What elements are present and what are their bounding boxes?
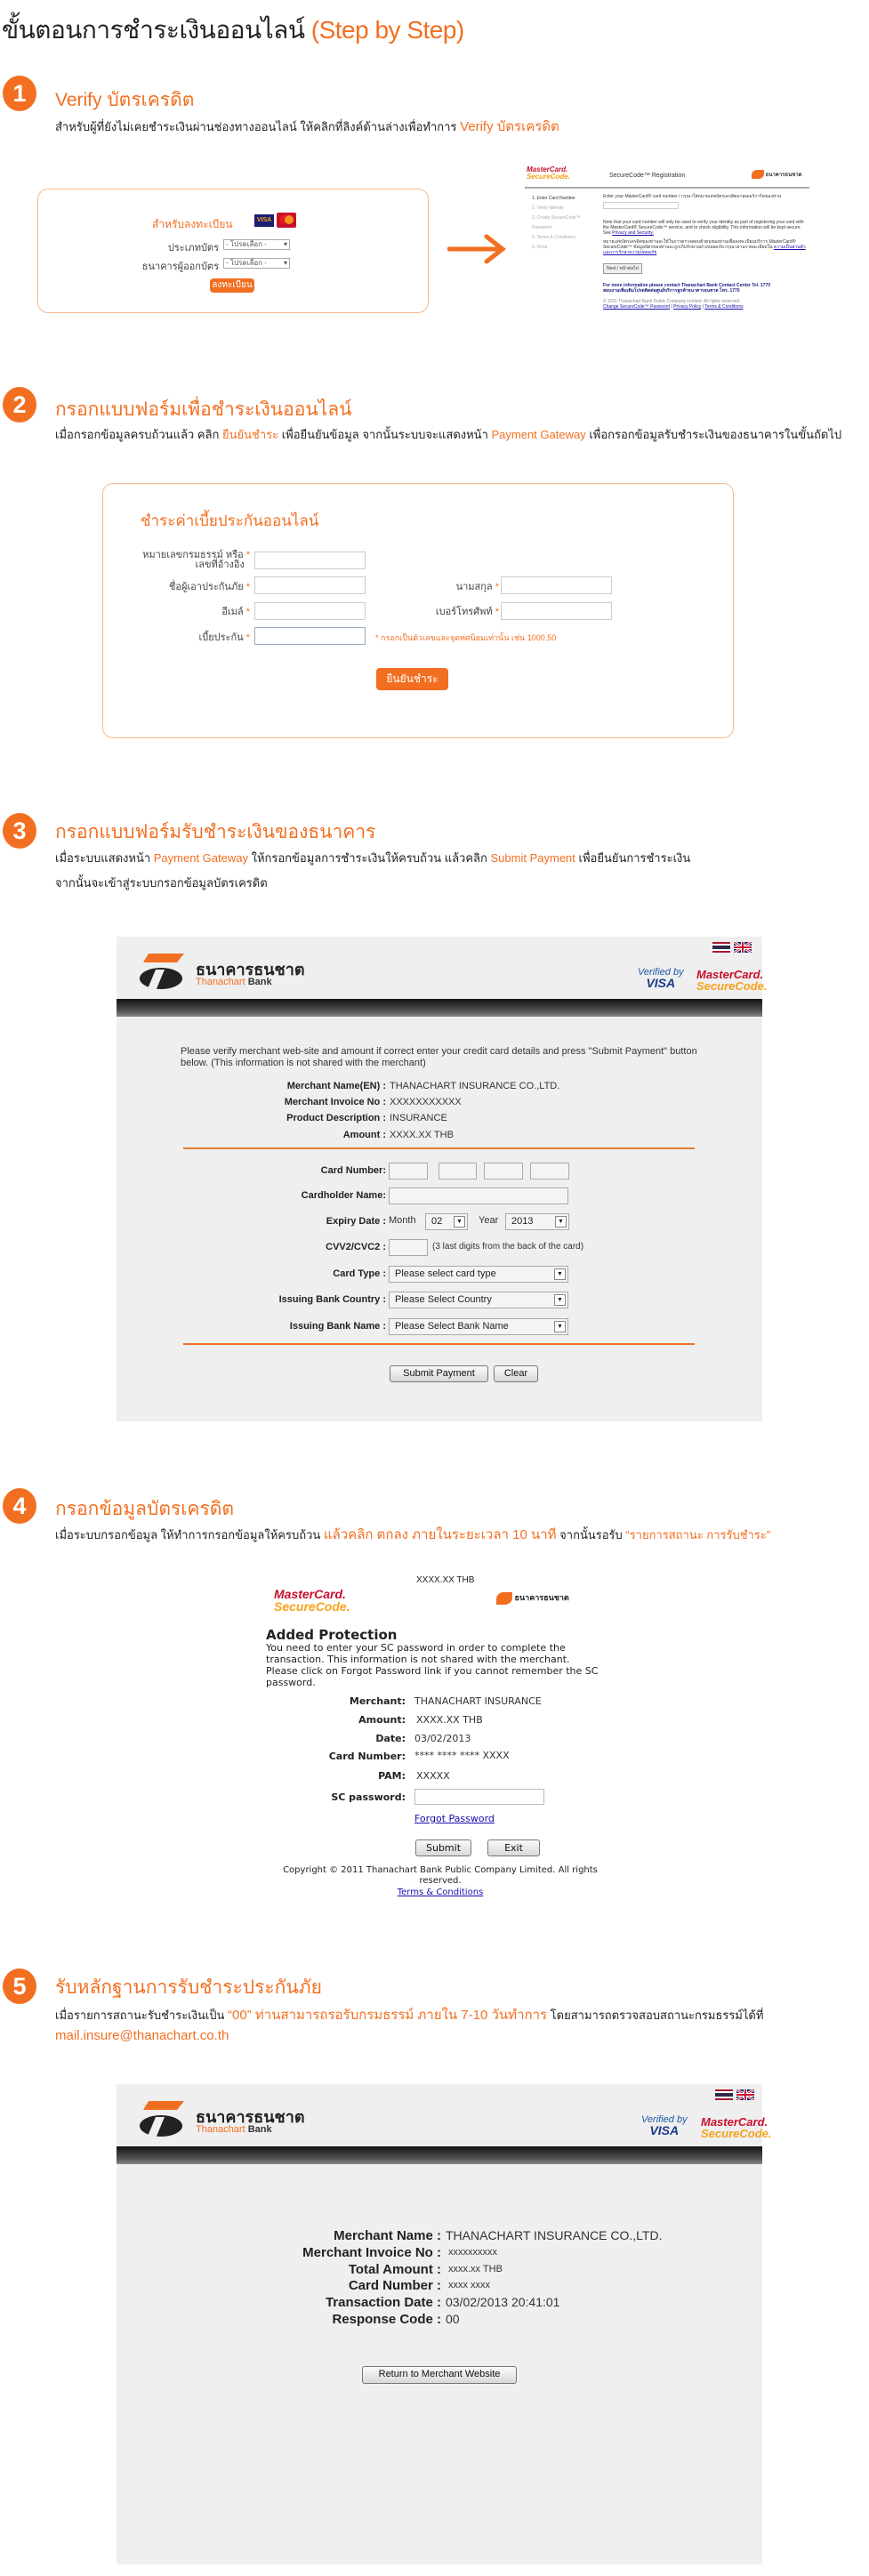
merchant-name-value: THANACHART INSURANCE CO.,LTD. (446, 2228, 663, 2242)
bank-name: ธนาคารธนชาต (514, 1593, 569, 1602)
label-text: เบี้ยประกัน (198, 632, 244, 643)
step-4-desc (55, 1524, 770, 1545)
cvv-input[interactable] (389, 1239, 428, 1256)
amount-value: XXXX.XX THB (390, 1130, 454, 1140)
bank-name-en-black: Bank (247, 2124, 272, 2135)
label-line: เลขที่อ้างอิง (195, 559, 245, 570)
card-number-value: **** **** **** XXXX (414, 1750, 510, 1761)
issuing-country-select[interactable] (389, 1292, 568, 1308)
mastercard-securecode-logo (696, 969, 767, 992)
card-number-value: xxxx xxxx (448, 2280, 491, 2290)
email-label (121, 603, 250, 619)
bank-name-thai: ธนาคารธนชาต (196, 961, 305, 978)
mastercard-text: MasterCard. (696, 968, 764, 981)
card-type-select[interactable] (389, 1266, 568, 1283)
return-to-merchant-button[interactable]: Return to Merchant Website (362, 2366, 517, 2384)
desc-text: เมื่อรายการสถานะรับชำระเงินเป็น (55, 2008, 229, 2022)
securecode-registration-screenshot (525, 165, 814, 326)
chevron-down-icon: ▼ (554, 1321, 566, 1332)
thai-flag-icon[interactable] (712, 942, 730, 953)
step-5-desc (55, 2004, 763, 2025)
verified-by-visa-logo (638, 967, 684, 989)
step-1-badge: 1 (3, 76, 36, 111)
step-2-title: กรอกแบบฟอร์มเพื่อชำระเงินออนไลน์ (55, 399, 352, 420)
issuing-bank-select[interactable] (389, 1318, 568, 1335)
cvv-label: CVV2/CVC2 : (326, 1242, 386, 1252)
desc-text: เมื่อระบบกรอกข้อมูล ให้ทำการกรอกข้อมูลให้ครบถ้วน (55, 1528, 324, 1542)
step-1-title: Verify บัตรเครดิต (55, 90, 195, 110)
page-title (2, 11, 464, 50)
year-label: Year (479, 1215, 499, 1226)
contact-email-link[interactable]: mail.insure@thanachart.co.th (55, 2028, 229, 2043)
response-code-value: 00 (446, 2312, 460, 2326)
required-mark: * (495, 607, 499, 617)
merchant-name-label: Merchant Name : (334, 2228, 441, 2243)
header-bar (117, 2146, 762, 2164)
date-value: 03/02/2013 (414, 1733, 471, 1744)
mastercard-text: MasterCard. (527, 165, 568, 173)
card-number-label: Card Number: (328, 1751, 406, 1762)
registration-content: Enter your MasterCard® card number / กรุณาใส่หมายเลขบัตรเครดิตมาสเตอร์การ์ดของท่าน Note that your card number will only be used to verify your identity as part of registering your card with the MasterCard® SecureCode™ service, and to check eligibility. This information will be kept secure. See Privacy and Security. หมายเลขบัตรเครดิตของท่านจะใช้ในการตรวจสอบตัวตนของท่านเพื่อลงทะเบียนบริการ MasterCard® SecureCode™ ข้อมูลบัตรของท่านจะถูกเก็บรักษาอย่างปลอดภัย กรุณาอ่านรายละเอียดใน ความเป็นส่วนตัว และการรักษาความปลอดภัย Next / หน้าต่อไป For more information please contact Thanachart Bank Contact Center Tel. 1770 สอบถามเพิ่มเติมโปรดติดต่อศูนย์บริการลูกค้าธนาคารธนชาต โทร. 1770 © 2011 Thanachart Bank Public Company Limited. All rights reserved. Change SecureCode™ Password | Privacy Policy | Terms & Conditions (603, 194, 808, 310)
step-5-badge: 5 (3, 1968, 36, 2004)
required-mark: * (245, 582, 250, 592)
securecode-text: SecureCode. (274, 1599, 350, 1614)
card-type-select[interactable] (223, 239, 290, 250)
policy-number-label (121, 551, 250, 570)
total-amount-label: Total Amount : (348, 2262, 441, 2277)
payment-gateway-panel (117, 937, 768, 1421)
amount-label: Amount : (342, 1130, 386, 1140)
chevron-down-icon: ▼ (554, 1294, 566, 1306)
step-3-title: กรอกแบบฟอร์มรับชำระเงินของธนาคาร (55, 822, 376, 842)
step-3-desc (55, 849, 690, 867)
bank-logo-small (752, 170, 802, 179)
thanachart-logo-icon (496, 1592, 512, 1605)
registration-thai-note: หมายเลขบัตรเครดิตของท่านจะใช้ในการตรวจสอบตัวตนของท่านเพื่อลงทะเบียนบริการ MasterCard® SecureCode™ ข้อมูลบัตรของท่านจะถูกเก็บรักษาอย่างปลอดภัย กรุณาอ่านรายละเอียดใน (603, 239, 796, 250)
chevron-down-icon: ▾ (283, 259, 287, 267)
invoice-value: XXXXXXXXXXX (390, 1097, 462, 1107)
required-mark: * (495, 582, 499, 592)
mastercard-securecode-logo (274, 1588, 350, 1614)
issuing-country-label: Issuing Bank Country : (278, 1294, 386, 1305)
last-name-input[interactable] (501, 576, 612, 594)
merchant-name-label: Merchant Name(EN) : (286, 1081, 386, 1091)
pam-label: PAM: (378, 1770, 406, 1782)
merchant-name-value: THANACHART INSURANCE CO.,LTD. (390, 1081, 560, 1091)
invoice-value: xxxxxxxxxx (448, 2247, 497, 2258)
verified-by-text: Verified by (641, 2114, 688, 2125)
thanachart-logo-icon (138, 952, 184, 991)
card-number-input-1[interactable] (389, 1163, 428, 1179)
sc-password-input[interactable] (414, 1789, 544, 1805)
label-text: นามสกุล (455, 582, 493, 592)
registration-step: 1. Enter Card Number (532, 196, 575, 201)
first-name-label (121, 578, 250, 594)
desc-highlight: Payment Gateway (153, 851, 248, 865)
card-number-input[interactable] (603, 202, 679, 209)
card-number-input-2[interactable] (439, 1163, 477, 1179)
added-protection-text: You need to enter your SC password in order to complete the transaction. This information is not shared with the merchant. Please click on Forgot Password link if you cannot remember the SC password. (266, 1642, 599, 1688)
select-value: - โปรดเลือก - (226, 240, 267, 248)
visa-text: VISA (646, 976, 676, 990)
confirm-payment-button[interactable]: ยืนยันชำระ (376, 668, 448, 690)
bank-logo-small (496, 1591, 569, 1605)
select-value: Please Select Bank Name (395, 1321, 509, 1332)
added-protection-heading: Added Protection (266, 1627, 398, 1643)
mastercard-securecode-logo (701, 2116, 771, 2139)
expiry-label: Expiry Date : (326, 1216, 386, 1227)
desc-highlight: Verify บัตรเครดิต (460, 119, 559, 134)
divider (183, 1343, 695, 1345)
premium-input[interactable] (254, 627, 366, 645)
privacy-policy-link[interactable]: Privacy Policy (673, 304, 702, 310)
step-2-badge: 2 (3, 387, 36, 423)
page-title-thai: ขั้นตอนการชำระเงินออนไลน์ (2, 16, 305, 44)
step-2-desc (55, 425, 841, 444)
form-title: ชำระค่าเบี้ยประกันออนไลน์ (141, 512, 319, 529)
thai-flag-icon[interactable] (715, 2089, 733, 2100)
visa-card-icon: VISA (254, 214, 274, 227)
desc-text: เพื่อยืนยันข้อมูล จากนั้นระบบจะแสดงหน้า (278, 428, 492, 441)
register-button[interactable]: ลงทะเบียน (210, 278, 254, 293)
select-value: - โปรดเลือก - (226, 259, 267, 267)
desc-highlight: “รายการสถานะ การรับชำระ” (625, 1528, 771, 1542)
step-4-badge: 4 (3, 1488, 36, 1524)
registration-header: SecureCode™ Registration (609, 173, 686, 179)
required-mark: * (245, 550, 250, 560)
securecode-text: SecureCode. (701, 2127, 772, 2140)
uk-flag-icon[interactable] (734, 942, 752, 953)
desc-highlight: Payment Gateway (491, 428, 586, 441)
desc-text: เมื่อระบบแสดงหน้า (55, 851, 154, 865)
step-4-title: กรอกข้อมูลบัตรเครดิต (55, 1499, 235, 1519)
privacy-thai-link[interactable]: ความเป็นส่วนตัว และการรักษาความปลอดภัย (603, 245, 806, 255)
merchant-label: Merchant: (349, 1695, 406, 1707)
first-name-input[interactable] (254, 576, 366, 594)
terms-link[interactable]: Terms & Conditions (397, 1888, 484, 1897)
cardholder-input[interactable] (389, 1187, 568, 1204)
clear-button[interactable]: Clear (494, 1365, 538, 1382)
registration-step: 3. Create SecureCode™ Password (532, 215, 581, 230)
registration-steps (532, 194, 594, 253)
total-amount-value: xxxx.xx THB (448, 2264, 503, 2274)
registration-prompt: Enter your MasterCard® card number / กรุณาใส่หมายเลขบัตรเครดิตมาสเตอร์การ์ดของท่าน (603, 194, 782, 199)
uk-flag-icon[interactable] (736, 2089, 754, 2100)
page-title-accent: (Step by Step) (310, 16, 464, 44)
cardholder-label: Cardholder Name: (301, 1190, 386, 1201)
gateway-intro: Please verify merchant web-site and amount if correct enter your credit card details and press "Submit Payment" button below. (This information is not shared with the merchant) (181, 1046, 697, 1068)
copyright: Copyright © 2011 Thanachart Bank Public Company Limited. All rights reserved. (283, 1865, 598, 1886)
desc-highlight: “00” ท่านสามารถรอรับกรมธรรม์ ภายใน 7-10 วันทำการ (228, 2008, 548, 2023)
response-code-label: Response Code : (332, 2312, 441, 2327)
card-type-label: ประเภทบัตร (167, 243, 219, 254)
amount-value: XXXX.XX THB (416, 1714, 483, 1726)
mastercard-securecode-logo (527, 166, 570, 181)
terms-wrap (276, 1888, 605, 1897)
bank-name-en-orange: Thanachart (196, 977, 245, 987)
chevron-down-icon: ▾ (283, 240, 287, 248)
premium-label (121, 629, 250, 645)
securecode-auth-page (249, 1570, 632, 1908)
step-3-badge: 3 (3, 813, 36, 849)
date-label: Date: (375, 1733, 406, 1744)
visa-text: VISA (649, 2123, 680, 2137)
phone-label (406, 603, 499, 619)
forgot-password-link[interactable]: Forgot Password (414, 1813, 495, 1824)
registration-step: 2. Verify Identity (532, 205, 564, 211)
bank-name-en-orange: Thanachart (196, 2124, 245, 2135)
submit-button[interactable]: Submit (415, 1839, 471, 1856)
merchant-value: THANACHART INSURANCE (414, 1695, 542, 1707)
amount-top: XXXX.XX THB (416, 1575, 475, 1585)
select-value: Please select card type (395, 1268, 496, 1279)
pam-value: XXXXX (416, 1770, 450, 1782)
exit-button[interactable]: Exit (487, 1839, 540, 1856)
label-text: ชื่อผู้เอาประกันภัย (168, 582, 244, 592)
registration-step: 5. Done (532, 245, 548, 250)
divider (183, 1147, 695, 1149)
desc-text: ให้กรอกข้อมูลการชำระเงินให้ครบถ้วน แล้วคลิก (247, 851, 491, 865)
verified-by-text: Verified by (638, 967, 684, 978)
desc-highlight: แล้วคลิก ตกลง ภายในระยะเวลา 10 นาที (323, 1527, 557, 1542)
cvv-hint: (3 last digits from the back of the card) (432, 1242, 584, 1252)
payment-receipt-panel (117, 2084, 772, 2564)
bank-name: ธนาคารธนชาต (765, 173, 802, 178)
label-text: เบอร์โทรศัพท์ (435, 607, 493, 617)
card-number-input-4[interactable] (530, 1163, 569, 1179)
mastercard-text: MasterCard. (701, 2115, 768, 2129)
desc-highlight: Submit Payment (490, 851, 575, 865)
desc-text: สำหรับผู้ที่ยังไม่เคยชำระเงินผ่านช่องทางออนไลน์ ให้คลิกที่ลิงค์ด้านล่างเพื่อทำการ (55, 120, 461, 133)
label-text: อีเมล์ (221, 607, 244, 617)
contact-text: For more information please contact Thanachart Bank Contact Center Tel. 1770 (603, 283, 771, 288)
card-number-label: Card Number: (320, 1165, 386, 1176)
thanachart-logo-icon (138, 2099, 184, 2138)
divider (525, 187, 809, 189)
select-value: Please Select Country (395, 1294, 492, 1305)
year-select[interactable] (505, 1213, 569, 1230)
invoice-label: Merchant Invoice No : (302, 2245, 441, 2260)
select-value: 02 (431, 1216, 443, 1227)
chevron-down-icon: ▼ (554, 1268, 566, 1280)
securecode-text: SecureCode. (696, 979, 768, 993)
registration-step: 4. Terms & Conditions (532, 235, 575, 240)
verified-by-visa-logo (641, 2114, 688, 2137)
desc-highlight: ยืนยันชำระ (221, 428, 279, 441)
register-form-title: สำหรับลงทะเบียน (152, 218, 233, 230)
submit-payment-button[interactable]: Submit Payment (390, 1365, 488, 1382)
last-name-label (406, 578, 499, 594)
securecode-text: SecureCode. (527, 173, 570, 181)
header-bar (117, 999, 762, 1017)
register-form (37, 189, 429, 313)
issuing-bank-select[interactable] (223, 258, 290, 269)
step-3-desc-2: จากนั้นจะเข้าสู่ระบบกรอกข้อมูลบัตรเครดิต (55, 876, 268, 890)
invoice-label: Merchant Invoice No : (284, 1097, 386, 1107)
mastercard-text: MasterCard. (274, 1587, 346, 1601)
bank-name-thai: ธนาคารธนชาต (196, 2108, 305, 2126)
chevron-down-icon: ▼ (555, 1216, 567, 1228)
product-label: Product Description : (286, 1113, 386, 1123)
step-1-desc (55, 116, 559, 137)
required-mark: * (245, 632, 250, 643)
next-button[interactable]: Next / หน้าต่อไป (603, 263, 642, 274)
privacy-link[interactable]: Privacy and Security. (612, 230, 654, 236)
desc-text: โดยสามารถตรวจสอบสถานะกรมธรรม์ได้ที่ (547, 2008, 764, 2022)
policy-number-input[interactable] (254, 551, 366, 569)
issuing-bank-label: Issuing Bank Name : (289, 1321, 386, 1332)
transaction-date-value: 03/02/2013 20:41:01 (446, 2295, 560, 2309)
terms-link[interactable]: Terms & Conditions (704, 304, 744, 310)
step-5-title: รับหลักฐานการรับชำระประกันภัย (55, 1977, 322, 1998)
amount-label: Amount: (358, 1714, 406, 1726)
label-line: หมายเลขกรมธรรม์ หรือ (142, 550, 244, 560)
issuing-bank-label: ธนาคารผู้ออกบัตร (141, 262, 219, 272)
transaction-date-label: Transaction Date : (325, 2295, 441, 2310)
contact-thai-text: สอบถามเพิ่มเติมโปรดติดต่อศูนย์บริการลูกค้าธนาคารธนชาต โทร. 1770 (603, 288, 740, 294)
chevron-down-icon: ▼ (454, 1216, 465, 1228)
premium-payment-form (102, 483, 734, 738)
mastercard-icon (277, 213, 296, 228)
product-value: INSURANCE (390, 1113, 447, 1123)
month-select[interactable] (425, 1213, 468, 1230)
copyright: © 2011 Thanachart Bank Public Company Limited. All rights reserved. (603, 299, 741, 304)
card-type-label: Card Type : (333, 1268, 386, 1279)
bank-name-en-black: Bank (247, 977, 272, 987)
change-password-link[interactable]: Change SecureCode™ Password (603, 304, 671, 310)
month-label: Month (389, 1215, 416, 1226)
arrow-right-icon (447, 233, 508, 265)
sc-password-label: SC password: (331, 1791, 406, 1803)
registration-note: Note that your card number will only be used to verify your identity as part of registering your card with the MasterCard® SecureCode™ service, and to check eligibility. This information will be kept secure. See (603, 220, 804, 236)
bank-name-en (196, 977, 272, 987)
phone-input[interactable] (501, 602, 612, 620)
card-number-label: Card Number : (348, 2278, 441, 2293)
desc-text: เพื่อยืนยันการชำระเงิน (575, 851, 691, 865)
card-number-input-3[interactable] (484, 1163, 523, 1179)
desc-text: เพื่อกรอกข้อมูลรับชำระเงินของธนาคารในขั้นถัดไป (585, 428, 842, 441)
premium-note: * กรอกเป็นตัวเลขและจุดทศนิยมเท่านั้น เช่น 1000.50 (375, 633, 557, 642)
email-input[interactable] (254, 602, 366, 620)
bank-name-en (196, 2124, 272, 2135)
desc-text: จากนั้นรอรับ (556, 1528, 626, 1542)
select-value: 2013 (511, 1216, 534, 1227)
required-mark: * (245, 607, 250, 617)
desc-text: เมื่อกรอกข้อมูลครบถ้วนแล้ว คลิก (55, 428, 222, 441)
